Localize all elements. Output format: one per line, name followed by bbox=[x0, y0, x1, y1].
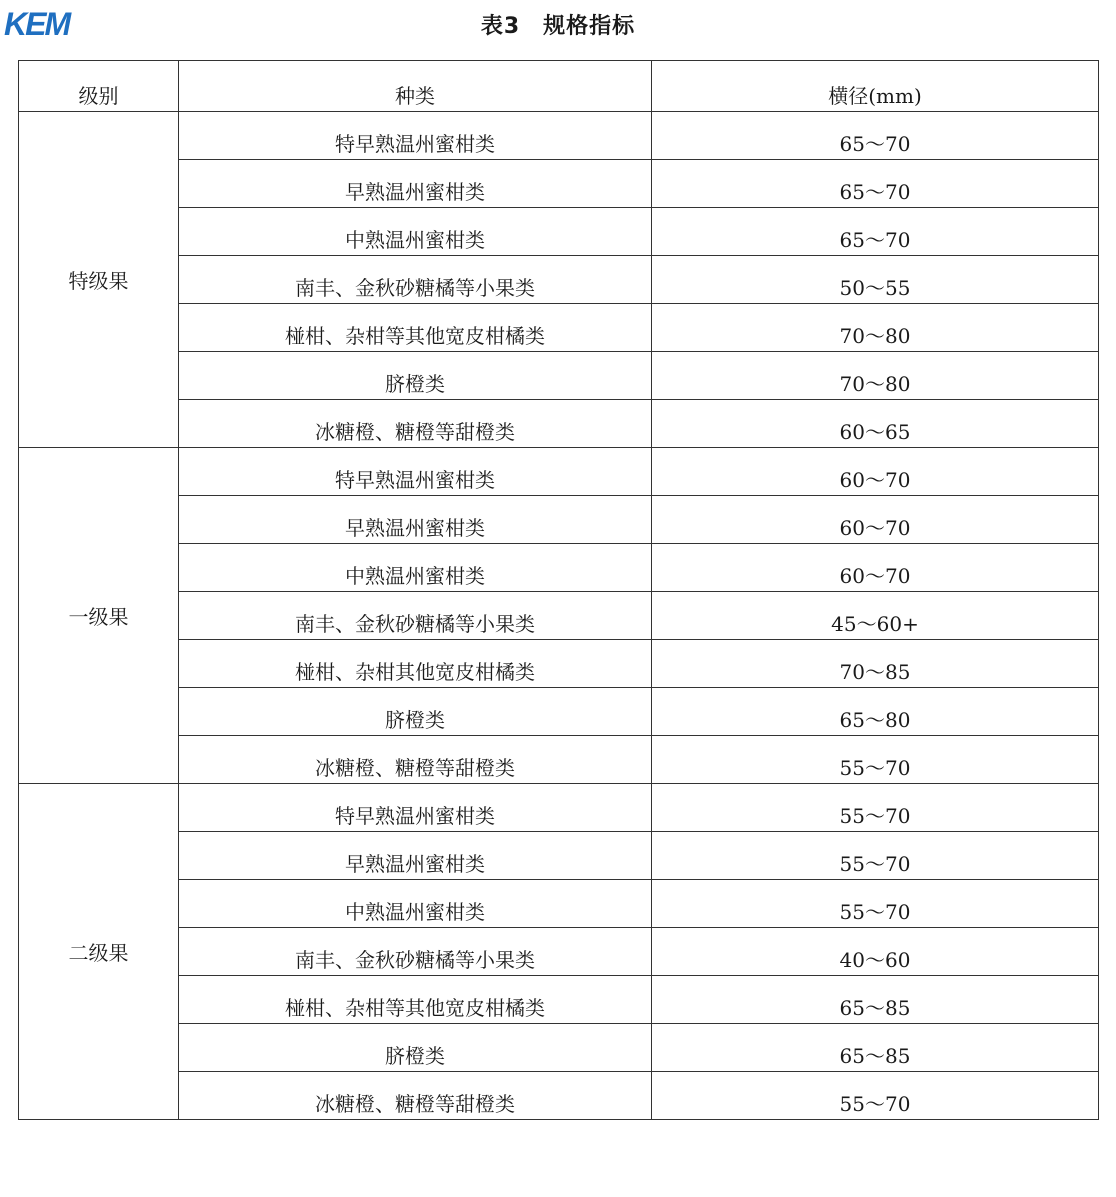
variety-cell: 特早熟温州蜜柑类 bbox=[179, 112, 652, 160]
variety-cell: 南丰、金秋砂糖橘等小果类 bbox=[179, 256, 652, 304]
table-row bbox=[19, 208, 1099, 256]
variety-cell: 椪柑、杂柑其他宽皮柑橘类 bbox=[179, 640, 652, 688]
table-row bbox=[19, 976, 1099, 1024]
table-row bbox=[19, 400, 1099, 448]
variety-cell: 早熟温州蜜柑类 bbox=[179, 160, 652, 208]
table-row bbox=[19, 736, 1099, 784]
diameter-cell: 55～70 bbox=[652, 1072, 1099, 1120]
header-variety: 种类 bbox=[179, 61, 652, 112]
diameter-cell: 40～60 bbox=[652, 928, 1099, 976]
grade-cell: 一级果 bbox=[19, 448, 179, 784]
variety-cell: 脐橙类 bbox=[179, 688, 652, 736]
variety-cell: 中熟温州蜜柑类 bbox=[179, 544, 652, 592]
variety-cell: 特早熟温州蜜柑类 bbox=[179, 448, 652, 496]
diameter-cell: 55～70 bbox=[652, 832, 1099, 880]
table-row bbox=[19, 1072, 1099, 1120]
diameter-cell: 70～80 bbox=[652, 304, 1099, 352]
diameter-cell: 55～70 bbox=[652, 736, 1099, 784]
diameter-cell: 60～70 bbox=[652, 544, 1099, 592]
variety-cell: 南丰、金秋砂糖橘等小果类 bbox=[179, 928, 652, 976]
table-header-row bbox=[19, 61, 1099, 112]
diameter-cell: 65～70 bbox=[652, 112, 1099, 160]
table-row bbox=[19, 112, 1099, 160]
diameter-cell: 65～85 bbox=[652, 1024, 1099, 1072]
diameter-cell: 45～60+ bbox=[652, 592, 1099, 640]
variety-cell: 南丰、金秋砂糖橘等小果类 bbox=[179, 592, 652, 640]
variety-cell: 早熟温州蜜柑类 bbox=[179, 496, 652, 544]
grade-cell: 二级果 bbox=[19, 784, 179, 1120]
table-row bbox=[19, 304, 1099, 352]
diameter-cell: 65～70 bbox=[652, 208, 1099, 256]
diameter-cell: 60～70 bbox=[652, 496, 1099, 544]
table-row bbox=[19, 1024, 1099, 1072]
table-row bbox=[19, 688, 1099, 736]
table-row bbox=[19, 256, 1099, 304]
variety-cell: 中熟温州蜜柑类 bbox=[179, 208, 652, 256]
table-body bbox=[19, 112, 1099, 1120]
diameter-cell: 50～55 bbox=[652, 256, 1099, 304]
diameter-cell: 60～70 bbox=[652, 448, 1099, 496]
table-row bbox=[19, 352, 1099, 400]
header-diameter: 横径(mm) bbox=[652, 61, 1099, 112]
table-row bbox=[19, 496, 1099, 544]
table-row bbox=[19, 784, 1099, 832]
table-row bbox=[19, 544, 1099, 592]
diameter-cell: 70～80 bbox=[652, 352, 1099, 400]
table-row bbox=[19, 928, 1099, 976]
header-grade: 级别 bbox=[19, 61, 179, 112]
spec-table bbox=[18, 60, 1099, 1120]
variety-cell: 脐橙类 bbox=[179, 1024, 652, 1072]
variety-cell: 特早熟温州蜜柑类 bbox=[179, 784, 652, 832]
variety-cell: 椪柑、杂柑等其他宽皮柑橘类 bbox=[179, 976, 652, 1024]
diameter-cell: 55～70 bbox=[652, 880, 1099, 928]
diameter-cell: 55～70 bbox=[652, 784, 1099, 832]
variety-cell: 中熟温州蜜柑类 bbox=[179, 880, 652, 928]
table-row bbox=[19, 832, 1099, 880]
table-row bbox=[19, 640, 1099, 688]
diameter-cell: 65～80 bbox=[652, 688, 1099, 736]
table-row bbox=[19, 448, 1099, 496]
diameter-cell: 65～70 bbox=[652, 160, 1099, 208]
variety-cell: 早熟温州蜜柑类 bbox=[179, 832, 652, 880]
diameter-cell: 65～85 bbox=[652, 976, 1099, 1024]
diameter-cell: 70～85 bbox=[652, 640, 1099, 688]
grade-cell: 特级果 bbox=[19, 112, 179, 448]
table-row bbox=[19, 592, 1099, 640]
variety-cell: 冰糖橙、糖橙等甜橙类 bbox=[179, 736, 652, 784]
kem-logo-text: KEM bbox=[4, 6, 70, 42]
variety-cell: 冰糖橙、糖橙等甜橙类 bbox=[179, 400, 652, 448]
table-row bbox=[19, 880, 1099, 928]
table-row bbox=[19, 160, 1099, 208]
variety-cell: 椪柑、杂柑等其他宽皮柑橘类 bbox=[179, 304, 652, 352]
variety-cell: 冰糖橙、糖橙等甜橙类 bbox=[179, 1072, 652, 1120]
diameter-cell: 60～65 bbox=[652, 400, 1099, 448]
page-title: 表3 规格指标 bbox=[480, 14, 636, 39]
variety-cell: 脐橙类 bbox=[179, 352, 652, 400]
